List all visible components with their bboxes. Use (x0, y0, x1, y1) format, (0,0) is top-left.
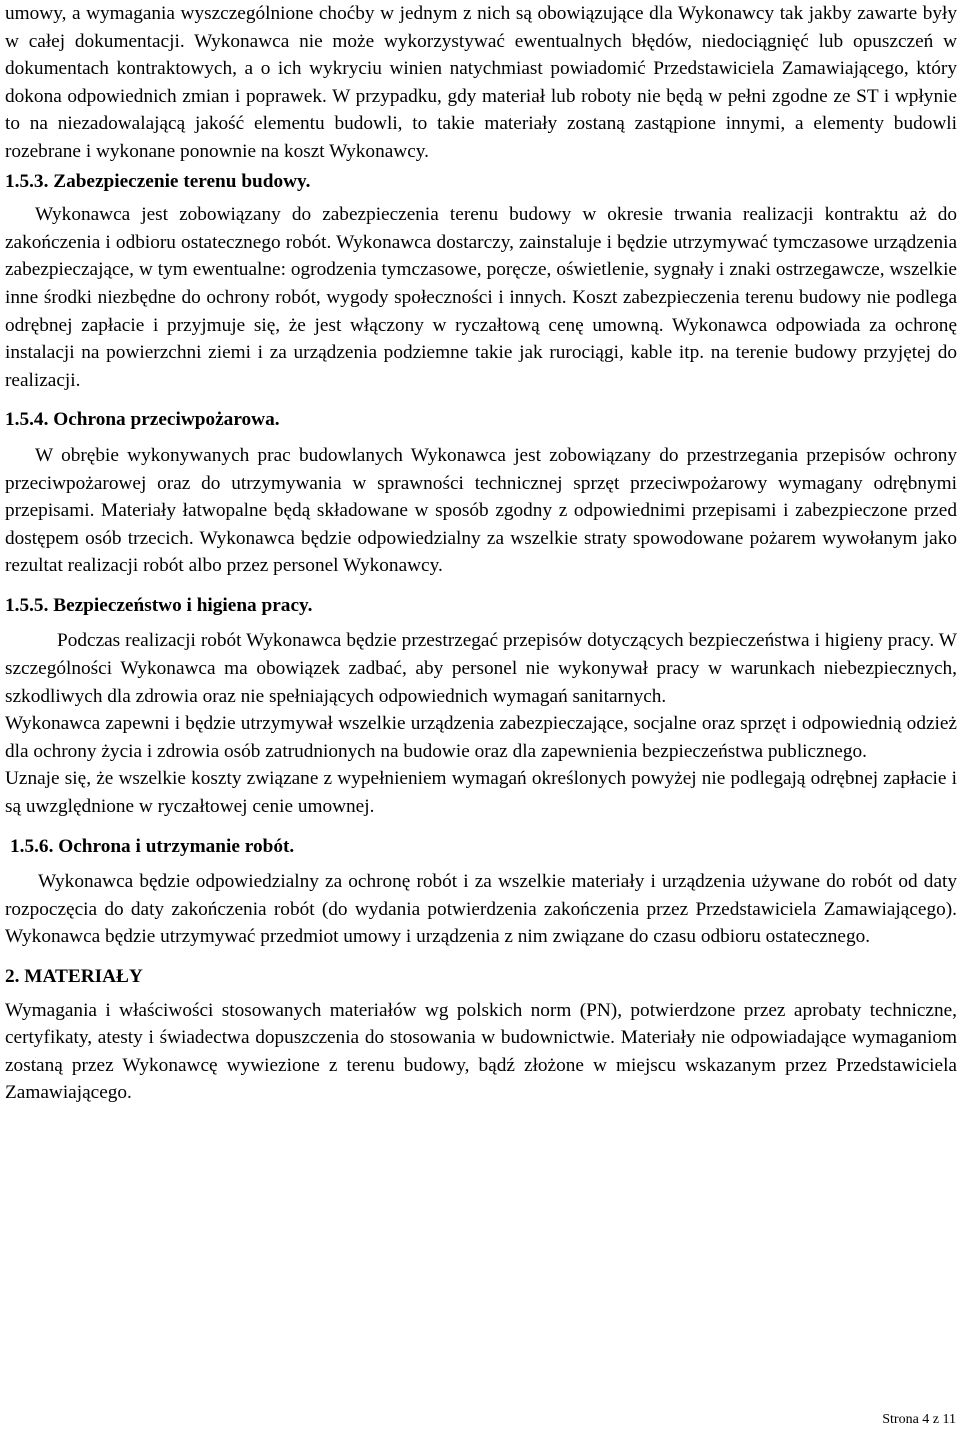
heading-2-materials: 2. MATERIAŁY (5, 966, 143, 987)
paragraph-materials: Wymagania i właściwości stosowanych materiałów wg polskich norm (PN), potwierdzone przez aprobaty techniczne, certyfikaty, atesty i świadectwa dopuszczenia do stosowania w budownictwie. Materiały nie odpowiadające wymaganiom zostaną przez Wykonawcę wywiezione z terenu budowy, bądź złożone w miejscu wskazanym przez Przedstawiciela Zamawiającego. (5, 999, 957, 1104)
heading-1-5-5: 1.5.5. Bezpieczeństwo i higiena pracy. (5, 594, 313, 616)
paragraph-works-protection: Wykonawca będzie odpowiedzialny za ochronę robót i za wszelkie materiały i urządzenia używane do robót od daty rozpoczęcia do daty zakończenia robót (do wydania potwierdzenia zakończenia przez Przedstawiciela Zamawiającego). Wykonawca będzie utrzymywać przedmiot umowy i urządzenia z nim związane do czasu odbioru ostatecznego. (5, 871, 957, 948)
paragraph-bhp-3: Uznaje się, że wszelkie koszty związane z wypełnieniem wymagań określonych powyżej nie podlegają odrębnej zapłacie i są uwzględnione w ryczałtowej cenie umownej. (5, 768, 957, 818)
heading-1-5-3: 1.5.3. Zabezpieczenie terenu budowy. (5, 170, 311, 192)
paragraph-bhp-1: Podczas realizacji robót Wykonawca będzie przestrzegać przepisów dotyczących bezpieczeństwa i higieny pracy. W szczególności Wykonawca ma obowiązek zadbać, aby personel nie wykonywał pracy w warunkach niebezpiecznych, szkodliwych dla zdrowia oraz nie spełniających odpowiednich wymagań sanitarnych. (5, 630, 957, 707)
heading-1-5-6: 1.5.6. Ochrona i utrzymanie robót. (10, 835, 295, 857)
paragraph-contract: umowy, a wymagania wyszczególnione choćby w jednym z nich są obowiązujące dla Wykonawcy tak jakby zawarte były w całej dokumentacji. Wykonawca nie może wykorzystywać ewentualnych błędów, niedociągnięć lub opuszczeń w dokumentach kontraktowych, a o ich wykryciu winien natychmiast powiadomić Przedstawiciela Zamawiającego, który dokona odpowiednich zmian i poprawek. W przypadku, gdy materiał lub roboty nie będą w pełni zgodne ze ST i wpłynie to na niezadowalającą jakość elementu budowli, to takie materiały zostaną zastąpione innymi, a elementy budowli rozebrane i wykonane ponownie na koszt Wykonawcy. (5, 3, 957, 162)
paragraph-site-security: Wykonawca jest zobowiązany do zabezpieczenia terenu budowy w okresie trwania realizacji kontraktu aż do zakończenia i odbioru ostatecznego robót. Wykonawca dostarczy, zainstaluje i będzie utrzymywać tymczasowe urządzenia zabezpieczające, w tym ewentualne: ogrodzenia tymczasowe, poręcze, oświetlenie, sygnały i znaki ostrzegawcze, wszelkie inne środki niezbędne do ochrony robót, wygody społeczności i innych. Koszt zabezpieczenia terenu budowy nie podlega odrębnej zapłacie i przyjmuje się, że jest włączony w ryczałtową cenę umowną. Wykonawca odpowiada za ochronę instalacji na powierzchni ziemi i za urządzenia podziemne takie jak rurociągi, kable itp. na terenie budowy przyjętej do realizacji. (5, 204, 957, 391)
heading-1-5-4: 1.5.4. Ochrona przeciwpożarowa. (5, 409, 280, 431)
paragraph-bhp-2: Wykonawca zapewni i będzie utrzymywał wszelkie urządzenia zabezpieczające, socjalne oraz sprzęt i odpowiednią odzież dla ochrony życia i zdrowia osób zatrudnionych na budowie oraz dla zapewnienia bezpieczeństwa publicznego. (5, 713, 957, 762)
document-page (5, 0, 957, 1107)
page-number: Strona 4 z 11 (882, 1412, 956, 1427)
paragraph-fire-protection: W obrębie wykonywanych prac budowlanych Wykonawca jest zobowiązany do przestrzegania przepisów ochrony przeciwpożarowej oraz do utrzymywania w sprawności technicznej sprzęt przeciwpożarowy wymagany odrębnymi przepisami. Materiały łatwopalne będą składowane w sposób zgodny z odpowiednimi przepisami i zabezpieczone przed dostępem osób trzecich. Wykonawca będzie odpowiedzialny za wszelkie straty spowodowane pożarem wywołanym jako rezultat realizacji robót albo przez personel Wykonawcy. (5, 444, 957, 577)
